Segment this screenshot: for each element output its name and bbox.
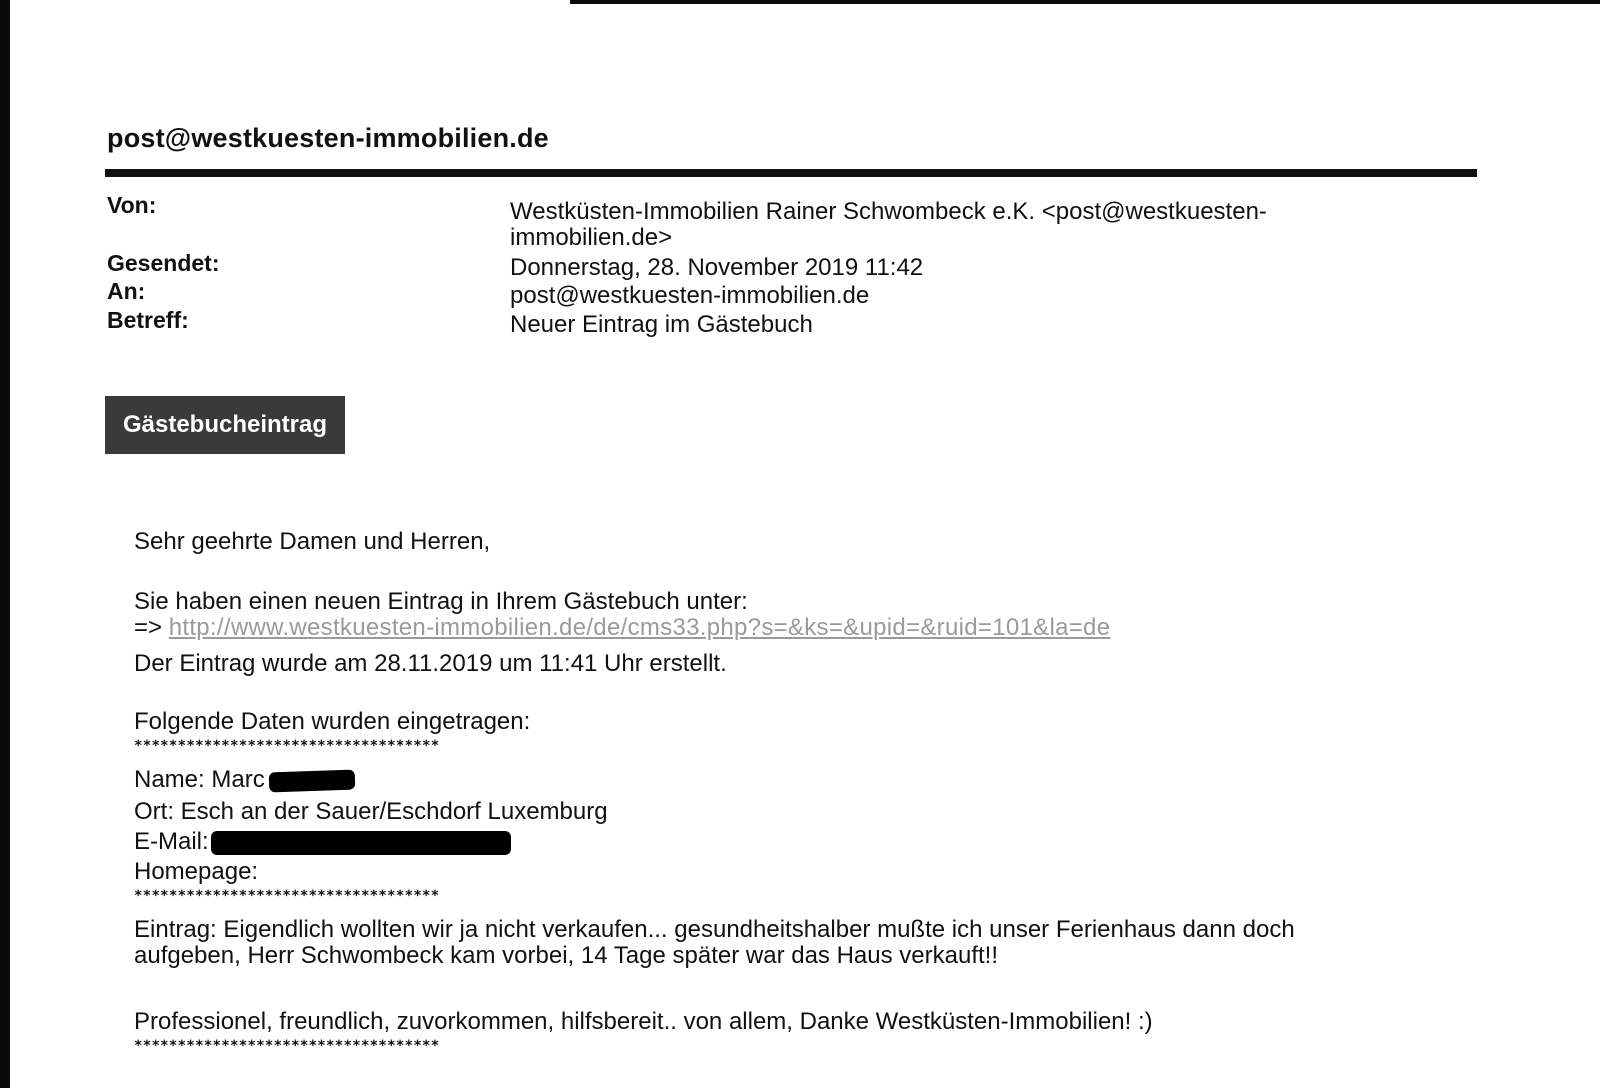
separator-bottom: ***********************************: [134, 1038, 440, 1054]
separator-middle: ***********************************: [134, 888, 440, 904]
to-value: post@westkuesten-immobilien.de: [510, 282, 870, 309]
created-line: Der Eintrag wurde am 28.11.2019 um 11:41 Uhr erstellt.: [134, 650, 727, 677]
subject-label: Betreff:: [107, 307, 189, 333]
homepage-line: Homepage:: [134, 858, 259, 885]
subject-value: Neuer Eintrag im Gästebuch: [510, 311, 813, 338]
intro-line: Sie haben einen neuen Eintrag in Ihrem Gästebuch unter:: [134, 588, 748, 615]
sent-value: Donnerstag, 28. November 2019 11:42: [510, 254, 924, 281]
from-value-line1: Westküsten-Immobilien Rainer Schwombeck e.K. <post@westkuesten-: [510, 198, 1267, 225]
entry-line-2: aufgeben, Herr Schwombeck kam vorbei, 14 Tage später war das Haus verkauft!!: [134, 942, 998, 969]
sent-label: Gesendet:: [107, 250, 220, 276]
name-redaction: [268, 769, 355, 792]
scan-left-edge: [0, 0, 10, 1088]
scan-top-edge: [570, 0, 1600, 4]
greeting: Sehr geehrte Damen und Herren,: [134, 528, 491, 555]
separator-top: ***********************************: [134, 738, 440, 754]
ort-line: Ort: Esch an der Sauer/Eschdorf Luxemburg: [134, 798, 608, 825]
arrow-text: =>: [134, 614, 163, 641]
data-heading: Folgende Daten wurden eingetragen:: [134, 708, 531, 735]
email-title: post@westkuesten-immobilien.de: [107, 123, 549, 153]
from-label: Von:: [107, 192, 157, 218]
url-line: [134, 614, 1110, 642]
guestbook-entry-badge: Gästebucheintrag: [105, 396, 345, 454]
to-label: An:: [107, 278, 146, 304]
guestbook-link[interactable]: http://www.westkuesten-immobilien.de/de/cms33.php?s=&ks=&upid=&ruid=101&la=de: [168, 614, 1111, 641]
name-label: Name: Marc: [134, 766, 265, 793]
email-label: E-Mail:: [134, 828, 209, 855]
name-line: [134, 766, 355, 794]
email-redaction: [211, 831, 511, 855]
title-rule: [105, 169, 1477, 177]
closing-line: Professionel, freundlich, zuvorkommen, hilfsbereit.. von allem, Danke Westküsten-Immobilien! :): [134, 1008, 1153, 1035]
from-value-line2: immobilien.de>: [510, 224, 673, 251]
entry-line-1: Eintrag: Eigendlich wollten wir ja nicht verkaufen... gesundheitshalber mußte ich unser Ferienhaus dann doch: [134, 916, 1295, 943]
email-line: [134, 828, 511, 856]
